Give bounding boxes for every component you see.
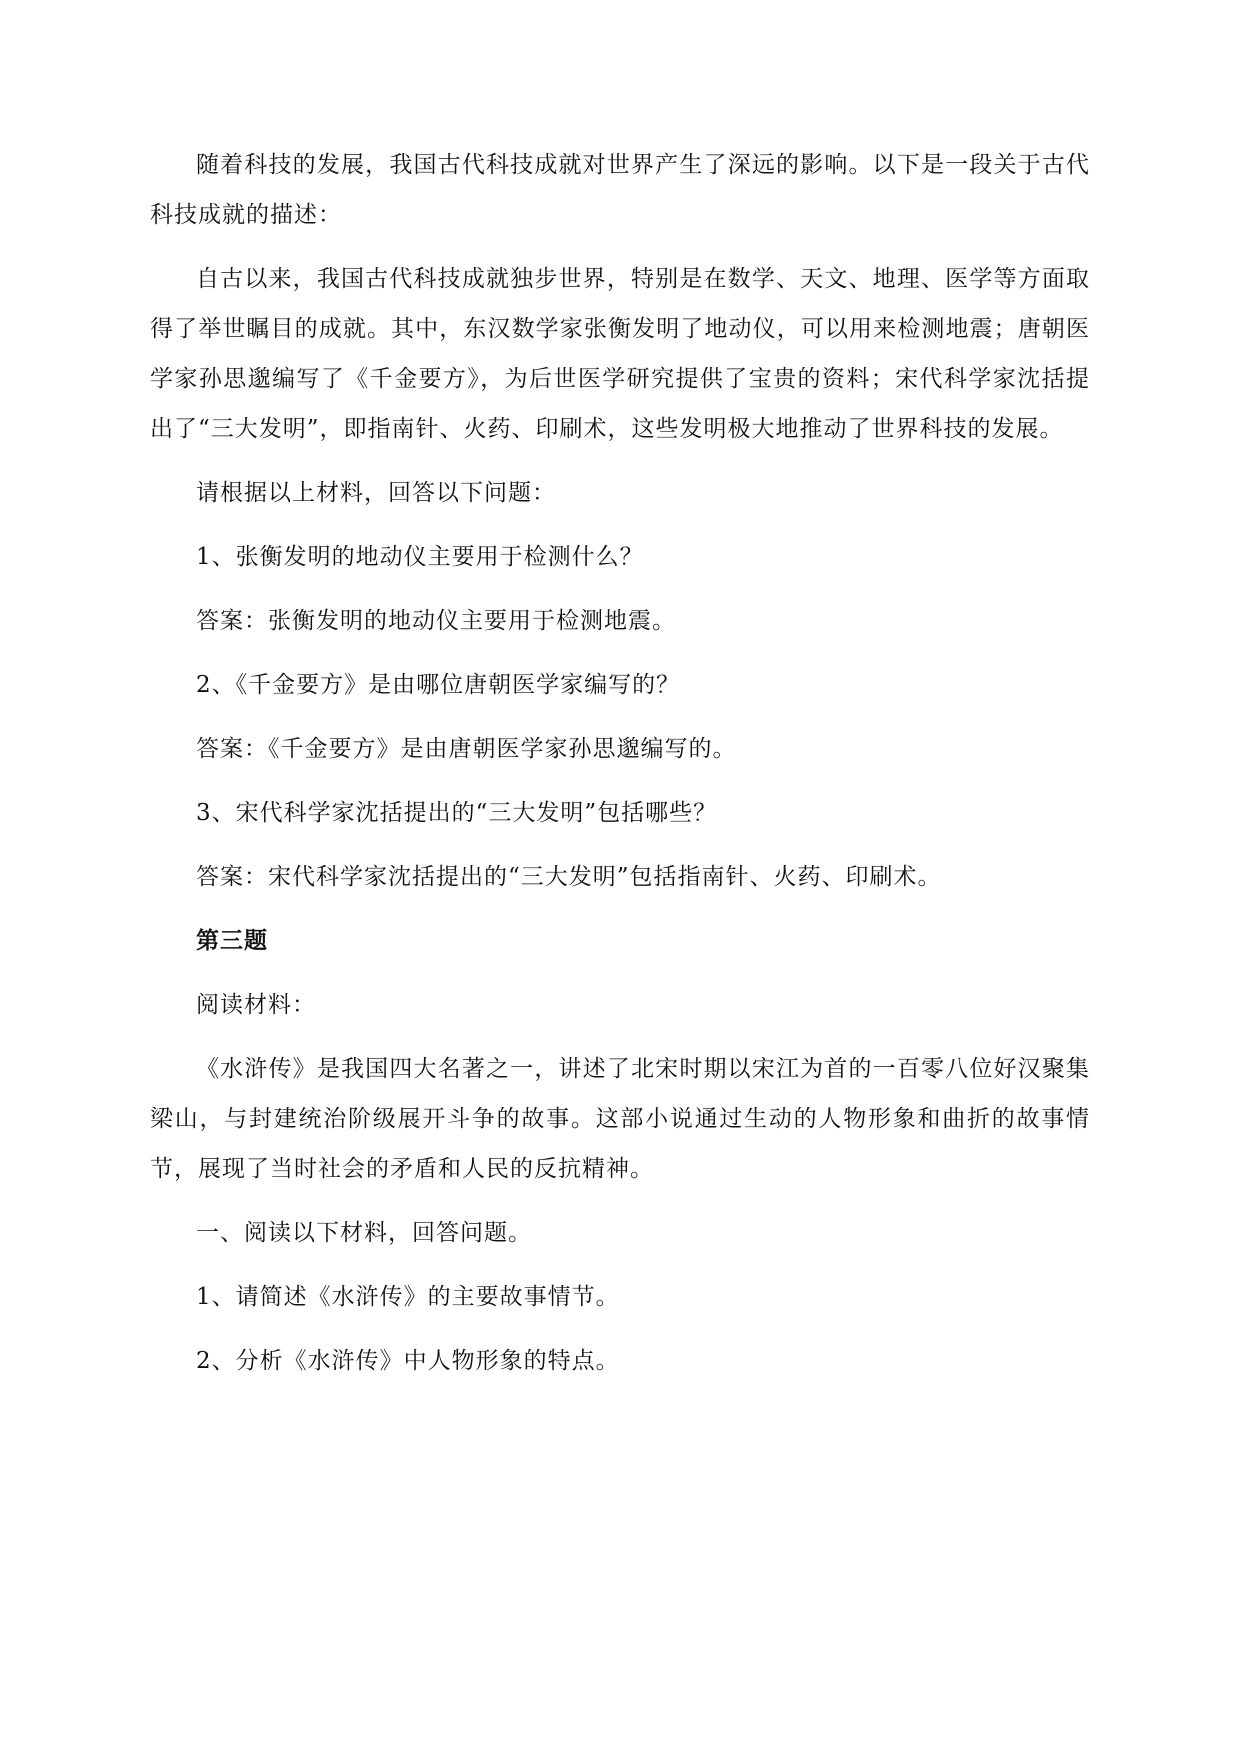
answer-3: 答案：宋代科学家沈括提出的“三大发明”包括指南针、火药、印刷术。 bbox=[196, 864, 942, 890]
intro-paragraph: 随着科技的发展，我国古代科技成就对世界产生了深远的影响。以下是一段关于古代科技成就的描述： bbox=[150, 152, 1090, 228]
question-1: 1、张衡发明的地动仪主要用于检测什么？ bbox=[196, 544, 644, 570]
shuihu-paragraph: 《水浒传》是我国四大名著之一，讲述了北宋时期以宋江为首的一百零八位好汉聚集梁山，与封建统治阶级展开斗争的故事。这部小说通过生动的人物形象和曲折的故事情节，展现了当时社会的矛盾和人民的反抗精神。 bbox=[150, 1056, 1090, 1182]
question-3: 3、宋代科学家沈括提出的“三大发明”包括哪些？ bbox=[196, 800, 718, 826]
document-page bbox=[150, 140, 1090, 1386]
shuihu-question-2: 2、分析《水浒传》中人物形象的特点。 bbox=[196, 1348, 620, 1374]
reading-material-label: 阅读材料： bbox=[196, 992, 316, 1018]
instruction-paragraph: 请根据以上材料，回答以下问题： bbox=[196, 480, 556, 506]
part-one-instruction: 一、阅读以下材料，回答问题。 bbox=[196, 1220, 532, 1246]
answer-1: 答案：张衡发明的地动仪主要用于检测地震。 bbox=[196, 608, 676, 634]
question-2: 2、《千金要方》是由哪位唐朝医学家编写的？ bbox=[196, 672, 681, 698]
answer-2: 答案：《千金要方》是由唐朝医学家孙思邈编写的。 bbox=[196, 736, 737, 762]
shuihu-question-1: 1、请简述《水浒传》的主要故事情节。 bbox=[196, 1284, 620, 1310]
material-paragraph: 自古以来，我国古代科技成就独步世界，特别是在数学、天文、地理、医学等方面取得了举世瞩目的成就。其中，东汉数学家张衡发明了地动仪，可以用来检测地震；唐朝医学家孙思邈编写了《千金要方》，为后世医学研究提供了宝贵的资料；宋代科学家沈括提出了“三大发明”，即指南针、火药、印刷术，这些发明极大地推动了世界科技的发展。 bbox=[150, 266, 1090, 442]
section-heading: 第三题 bbox=[196, 927, 268, 954]
